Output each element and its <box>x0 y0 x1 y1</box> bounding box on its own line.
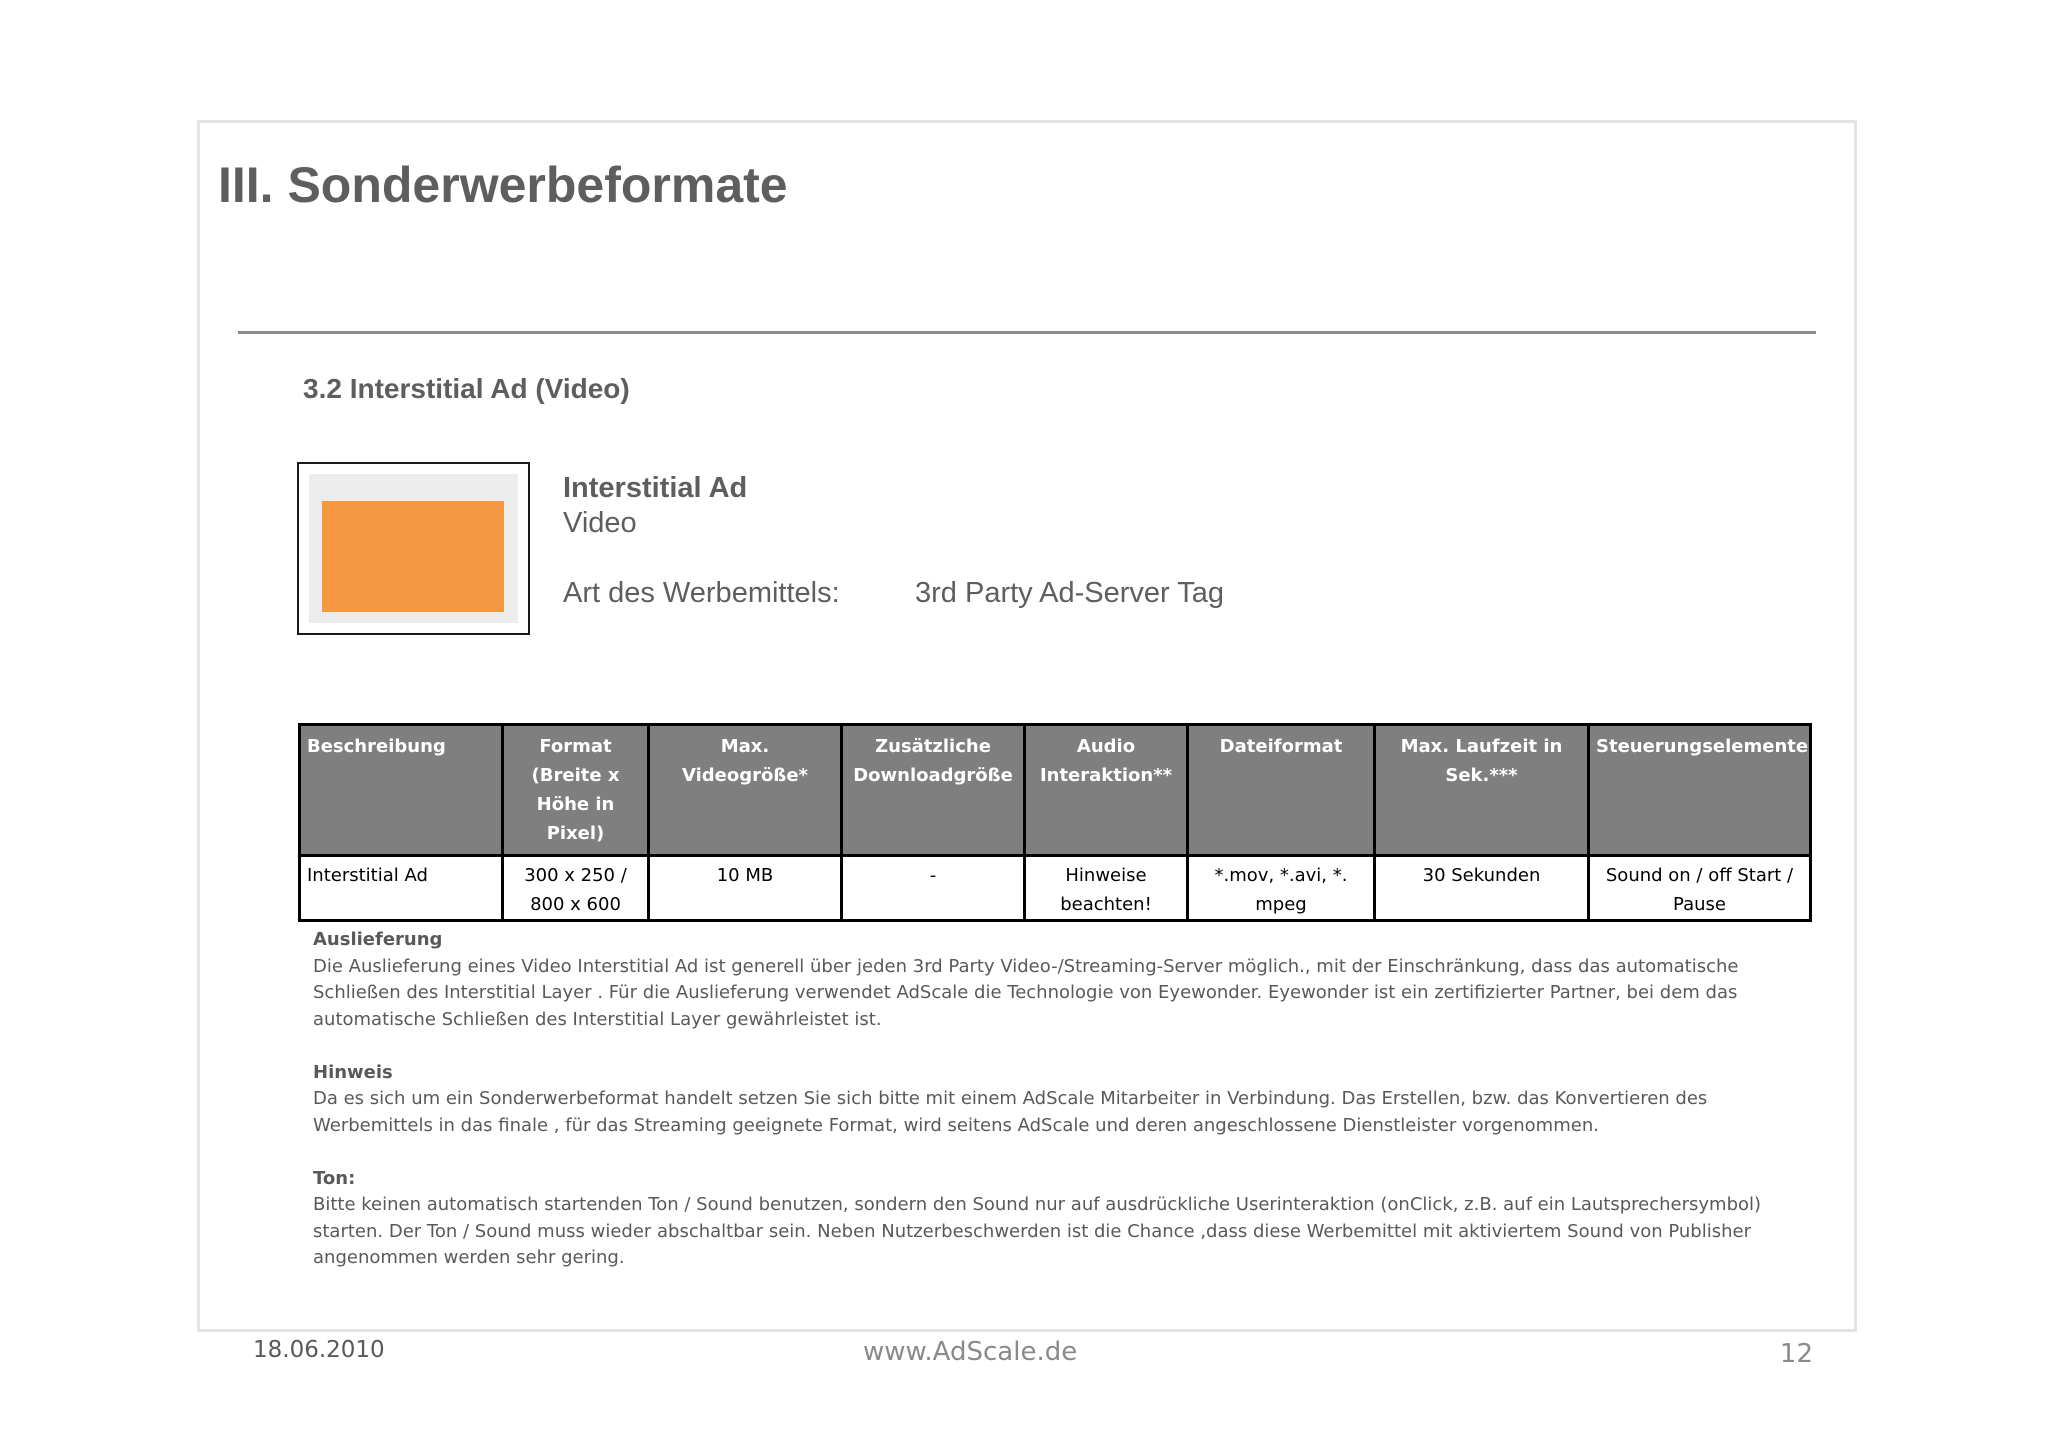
spec-table <box>298 723 1812 922</box>
notes-section <box>313 927 1813 1298</box>
ad-preview-thumbnail <box>297 462 530 635</box>
note-text: Bitte keinen automatisch startenden Ton / Sound benutzen, sondern den Sound nur auf ausdrückliche Userinteraktion (onClick, z.B. auf ein Lautsprechersymbol) starten. Der Ton / Sound muss wieder abschaltbar sein. Neben Nutzerbeschwerden ist die Chance ,dass diese Werbemittel mit aktiviertem Sound von Publisher angenommen werden sehr gering. <box>313 1194 1762 1268</box>
table-header-row <box>300 725 1811 856</box>
header-max-videogroesse: Max. Videogröße* <box>649 725 842 856</box>
cell-zusaetzliche-downloadgroesse: - <box>842 856 1025 921</box>
header-beschreibung: Beschreibung <box>300 725 503 856</box>
note-text: Da es sich um ein Sonderwerbeformat handelt setzen Sie sich bitte mit einem AdScale Mitarbeiter in Verbindung. Das Erstellen, bzw. das Konvertieren des Werbemittels in das finale , für das Streaming geeignete Format, wird seitens AdScale und deren angeschlossene Dienstleister vorgenommen. <box>313 1088 1708 1136</box>
title-divider <box>238 331 1816 334</box>
header-dateiformat: Dateiformat <box>1188 725 1375 856</box>
ad-name: Interstitial Ad <box>563 472 748 504</box>
page-title: III. Sonderwerbeformate <box>218 157 788 213</box>
header-zusaetzliche-downloadgroesse: Zusätzliche Downloadgröße <box>842 725 1025 856</box>
header-audio-interaktion: Audio Interaktion** <box>1025 725 1188 856</box>
interstitial-ad-placeholder <box>322 501 504 612</box>
table-row <box>300 856 1811 921</box>
page-number: 12 <box>1779 1339 1813 1369</box>
footer-url: www.AdScale.de <box>863 1337 1078 1367</box>
cell-dateiformat: *.mov, *.avi, *. mpeg <box>1188 856 1375 921</box>
ad-medium-row <box>563 577 1224 610</box>
cell-beschreibung: Interstitial Ad <box>300 856 503 921</box>
note-heading: Hinweis <box>313 1061 393 1083</box>
ad-info <box>563 470 1224 609</box>
footer-date: 18.06.2010 <box>253 1337 385 1363</box>
note-heading: Ton: <box>313 1167 356 1189</box>
header-max-laufzeit: Max. Laufzeit in Sek.*** <box>1375 725 1589 856</box>
header-steuerungselemente: Steuerungselemente <box>1589 725 1811 856</box>
ad-type: Video <box>563 507 637 539</box>
thumbnail-screen <box>309 474 518 623</box>
note-auslieferung <box>313 927 1813 1033</box>
note-heading: Auslieferung <box>313 929 443 950</box>
cell-max-videogroesse: 10 MB <box>649 856 842 921</box>
ad-medium-label: Art des Werbemittels: <box>563 577 840 609</box>
cell-audio-interaktion: Hinweise beachten! <box>1025 856 1188 921</box>
section-title: 3.2 Interstitial Ad (Video) <box>303 373 630 404</box>
note-hinweis <box>313 1060 1813 1140</box>
cell-format: 300 x 250 / 800 x 600 <box>503 856 649 921</box>
cell-steuerungselemente: Sound on / off Start / Pause <box>1589 856 1811 921</box>
note-ton <box>313 1166 1813 1272</box>
header-format: Format (Breite x Höhe in Pixel) <box>503 725 649 856</box>
cell-max-laufzeit: 30 Sekunden <box>1375 856 1589 921</box>
ad-medium-value: 3rd Party Ad-Server Tag <box>915 577 1224 609</box>
note-text: Die Auslieferung eines Video Interstitial Ad ist generell über jeden 3rd Party Video-/Streaming-Server möglich., mit der Einschränkung, dass das automatische Schließen des Interstitial Layer . Für die Auslieferung verwendet AdScale die Technologie von Eyewonder. Eyewonder ist ein zertifizierter Partner, bei dem das automatische Schließen des Interstitial Layer gewährleistet ist. <box>313 955 1739 1030</box>
